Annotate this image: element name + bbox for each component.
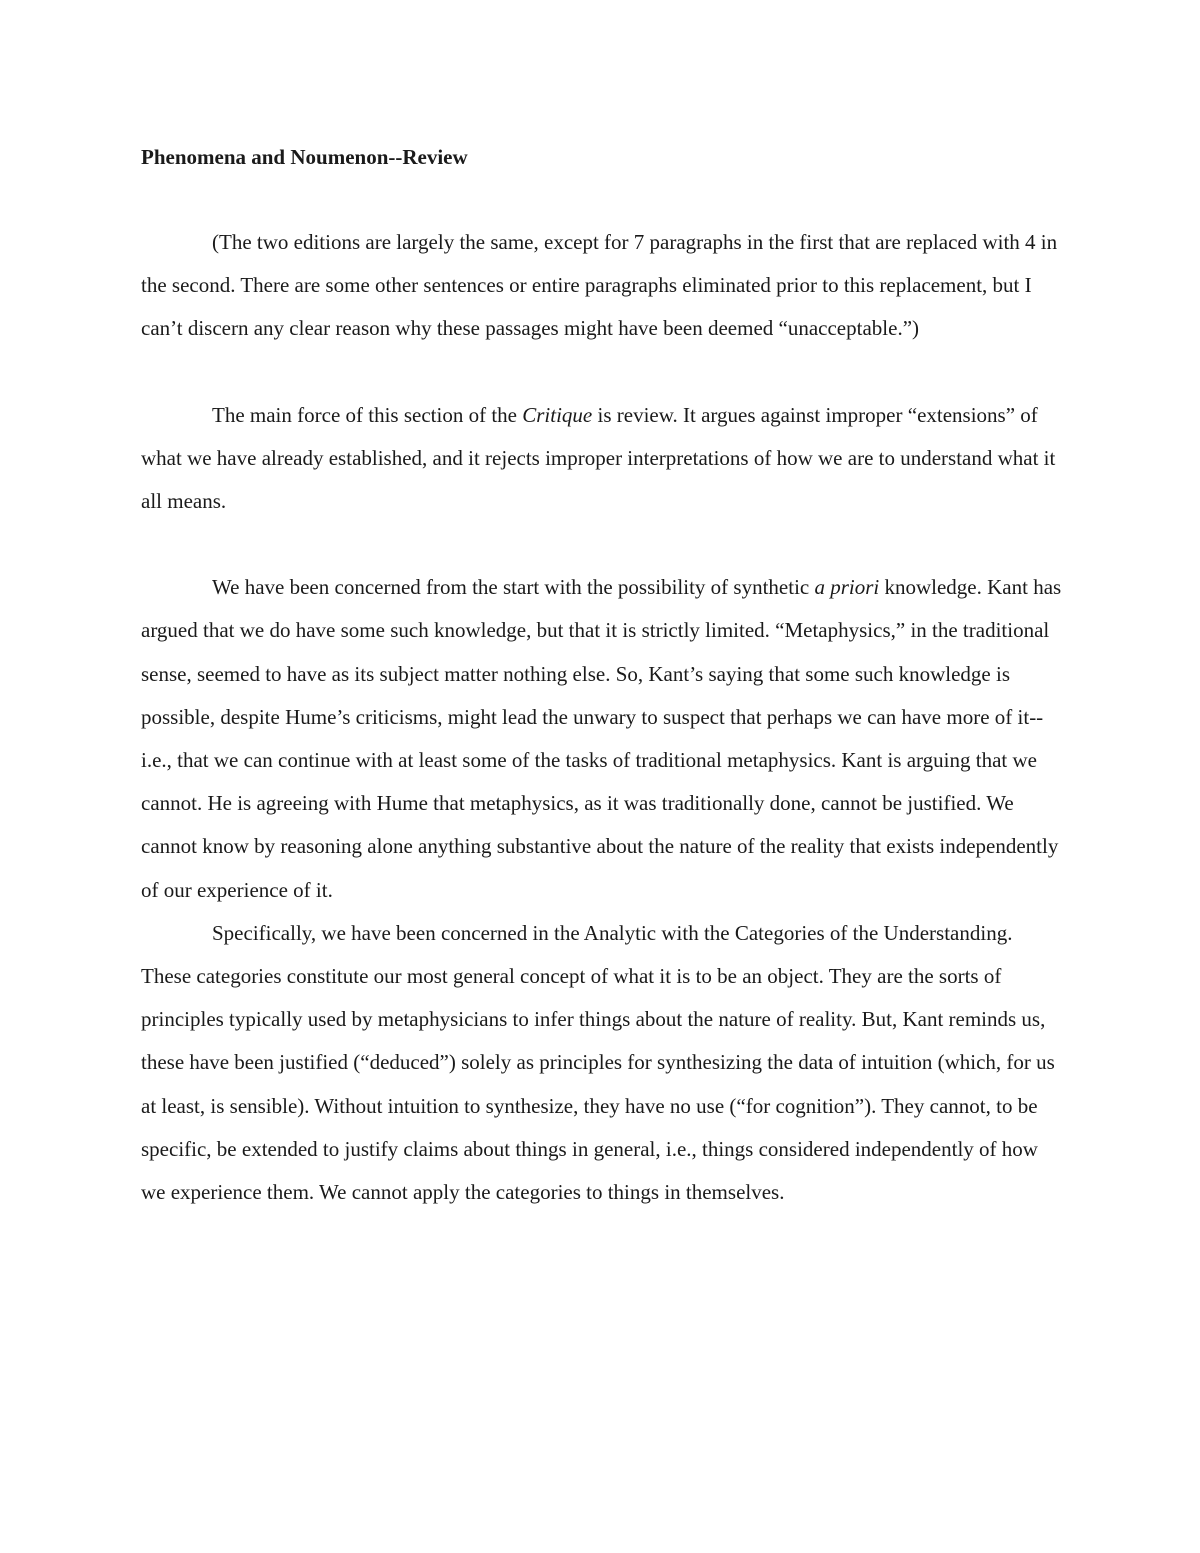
paragraph-gap: [141, 351, 1066, 394]
document-title: Phenomena and Noumenon--Review: [141, 145, 468, 169]
paragraph-synthetic-a-priori: [141, 566, 1066, 912]
paragraph-text: We have been concerned from the start with the possibility of synthetic: [212, 575, 815, 600]
paragraph-main-force: [141, 394, 1066, 524]
italic-term-critique: Critique: [522, 402, 593, 427]
paragraph-categories: Specifically, we have been concerned in the Analytic with the Categories of the Understanding. These categories constitute our most general concept of what it is to be an object. They are the sorts of principles typically used by metaphysicians to infer things about the nature of reality. But, Kant reminds us, these have been justified (“deduced”) solely as principles for synthesizing the data of intuition (which, for us at least, is sensible). Without intuition to synthesize, they have no use (“for cognition”). They cannot, to be specific, be extended to justify claims about things in general, i.e., things considered independently of how we experience them. We cannot apply the categories to things in themselves.: [141, 920, 1055, 1205]
paragraph-gap: [141, 523, 1066, 566]
italic-term-a-priori: a priori: [814, 575, 880, 600]
paragraph-editions-note: (The two editions are largely the same, except for 7 paragraphs in the first that are replaced with 4 in the second. There are some other sentences or entire paragraphs eliminated prior to this replacement, but I can’t discern any clear reason why these passages might have been deemed “unacceptable.”): [141, 230, 1058, 341]
paragraph-text: knowledge. Kant has argued that we do have some such knowledge, but that it is strictly limited. “Metaphysics,” in the traditional sense, seemed to have as its subject matter nothing else. So, Kant’s saying that some such knowledge is possible, despite Hume’s criticisms, might lead the unwary to suspect that perhaps we can have more of it--i.e., that we can continue with at least some of the tasks of traditional metaphysics. Kant is arguing that we cannot. He is agreeing with Hume that metaphysics, as it was traditionally done, cannot be justified. We cannot know by reasoning alone anything substantive about the nature of the reality that exists independently of our experience of it.: [141, 575, 1062, 902]
paragraph-text: is review. It argues against improper “extensions” of what we have already established, and it rejects improper interpretations of how we are to understand what it all means.: [141, 402, 1056, 514]
paragraph-text: The main force of this section of the: [212, 402, 523, 427]
document-page: [141, 136, 1066, 1214]
